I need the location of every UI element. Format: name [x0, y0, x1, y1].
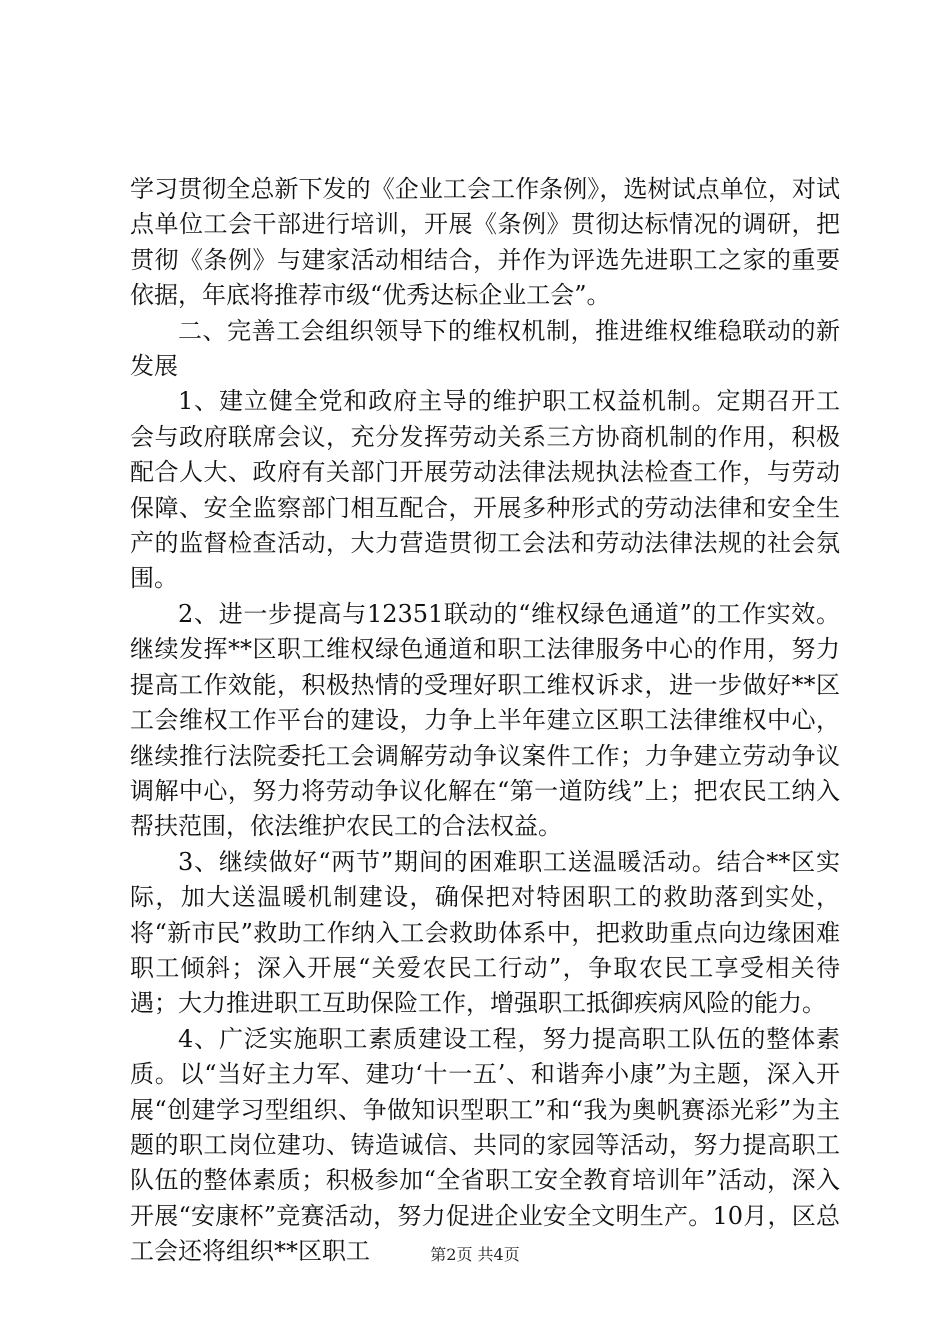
- paragraph-continuation: 学习贯彻全总新下发的《企业工会工作条例》，选树试点单位，对试点单位工会干部进行培训，开展《条例》贯彻达标情况的调研，把贯彻《条例》与建家活动相结合，并作为评选先进职工之家的重要依据，年底将推荐市级“优秀达标企业工会”。: [130, 175, 840, 310]
- section-heading-2: 二、完善工会组织领导下的维权机制，推进维权维稳联动的新发展: [130, 316, 840, 381]
- paragraph-item-4: 4、广泛实施职工素质建设工程，努力提高职工队伍的整体素质。以“当好主力军、建功‘十一五’、和谐奔小康”为主题，深入开展“创建学习型组织、争做知识型职工”和“我为奥帆赛添光彩”为主题的职工岗位建功、铸造诚信、共同的家园等活动，努力提高职工队伍的整体素质；积极参加“全省职工安全教育培训年”活动，深入开展“安康杯”竞赛活动，努力促进企业安全文明生产。10月，区总工会还将组织**区职工: [130, 1024, 840, 1266]
- paragraph-item-2: 2、进一步提高与12351联动的“维权绿色通道”的工作实效。继续发挥**区职工维权绿色通道和职工法律服务中心的作用，努力提高工作效能，积极热情的受理好职工维权诉求，进一步做好**区工会维权工作平台的建设，力争上半年建立区职工法律维权中心，继续推行法院委托工会调解劳动争议案件工作；力争建立劳动争议调解中心，努力将劳动争议化解在“第一道防线”上；把农民工纳入帮扶范围，依法维护农民工的合法权益。: [130, 599, 840, 841]
- page-number-footer: 第2页 共4页: [430, 1245, 520, 1264]
- document-body: [130, 172, 840, 1270]
- paragraph-item-1: 1、建立健全党和政府主导的维护职工权益机制。定期召开工会与政府联席会议，充分发挥劳动关系三方协商机制的作用，积极配合人大、政府有关部门开展劳动法律法规执法检查工作，与劳动保障、安全监察部门相互配合，开展多种形式的劳动法律和安全生产的监督检查活动，大力营造贯彻工会法和劳动法律法规的社会氛围。: [130, 387, 840, 593]
- paragraph-item-3: 3、继续做好“两节”期间的困难职工送温暖活动。结合**区实际，加大送温暖机制建设，确保把对特困职工的救助落到实处，将“新市民”救助工作纳入工会救助体系中，把救助重点向边缘困难职工倾斜；深入开展“关爱农民工行动”，争取农民工享受相关待遇；大力推进职工互助保险工作，增强职工抵御疾病风险的能力。: [130, 847, 840, 1018]
